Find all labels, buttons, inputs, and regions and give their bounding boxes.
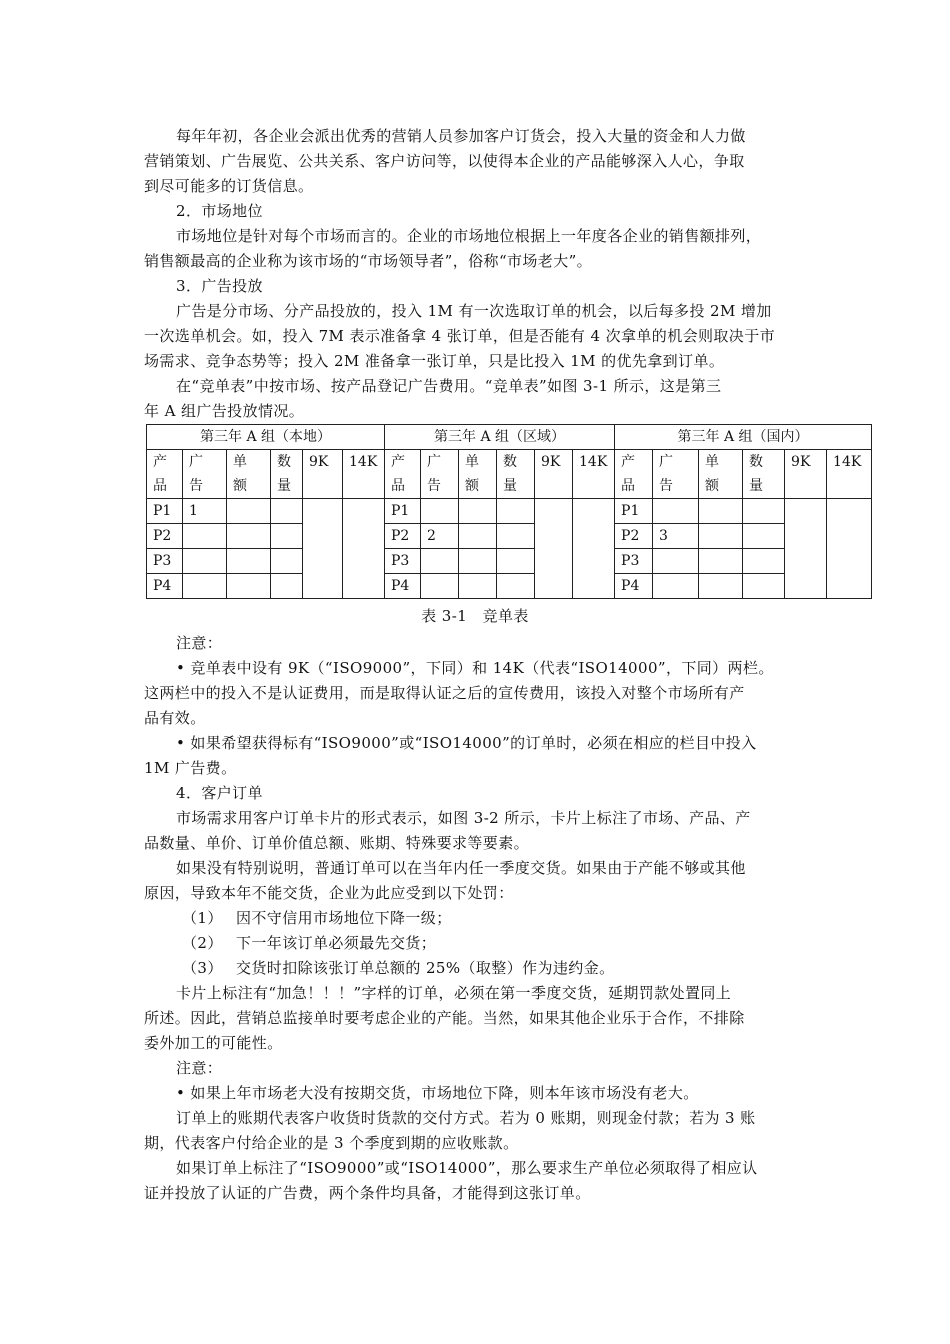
product-cell: P1 — [147, 499, 183, 524]
notes-section — [144, 631, 816, 1206]
iso9k-cell — [785, 499, 827, 599]
column-header-text: 量 — [503, 478, 518, 494]
paragraph-line: 到尽可能多的订货信息。 — [144, 177, 314, 195]
iso14k-cell — [573, 499, 615, 599]
empty-cell — [271, 549, 303, 574]
product-cell: P2 — [615, 524, 653, 549]
group-header-regional: 第三年 A 组（区域） — [385, 425, 615, 450]
ad-cell — [421, 574, 459, 599]
empty-cell — [271, 499, 303, 524]
product-cell: P2 — [147, 524, 183, 549]
empty-cell — [271, 574, 303, 599]
column-header-cell — [459, 450, 497, 499]
product-cell: P3 — [147, 549, 183, 574]
column-header-cell — [743, 450, 785, 499]
penalty-text: 交货时扣除该张订单总额的 25%（取整）作为违约金。 — [236, 959, 615, 977]
column-header-cell — [227, 450, 271, 499]
penalty-number: （1） — [182, 909, 223, 927]
iso9k-cell — [303, 499, 343, 599]
section-heading: 4．客户订单 — [176, 784, 263, 802]
paragraph-line: 年 A 组广告投放情况。 — [144, 402, 305, 420]
group-header-domestic: 第三年 A 组（国内） — [615, 425, 872, 450]
column-header-text: 14K — [833, 454, 862, 470]
penalty-text: 因不守信用市场地位下降一级； — [236, 909, 452, 927]
empty-cell — [743, 549, 785, 574]
column-header-cell — [147, 450, 183, 499]
product-cell: P3 — [385, 549, 421, 574]
column-header-text: 单 — [705, 454, 720, 470]
bullet-line: • 如果希望获得标有“ISO9000”或“ISO14000”的订单时，必须在相应的栏目中投入 — [176, 734, 757, 752]
empty-cell — [459, 574, 497, 599]
table-row — [147, 524, 872, 549]
ad-cell: 1 — [183, 499, 227, 524]
product-cell: P2 — [385, 524, 421, 549]
paragraph-line: 市场地位是针对每个市场而言的。企业的市场地位根据上一年度各企业的销售额排列， — [176, 227, 762, 245]
ad-cell — [421, 499, 459, 524]
paragraph-line: 原因，导致本年不能交货，企业为此应受到以下处罚： — [144, 884, 514, 902]
column-header-text: 量 — [277, 478, 291, 494]
ad-cell — [421, 549, 459, 574]
bullet-line: • 竞单表中设有 9K（“ISO9000”，下同）和 14K（代表“ISO14000”，下同）两栏。 — [176, 659, 774, 677]
column-header-row — [147, 450, 872, 499]
ad-cell — [653, 499, 699, 524]
column-header-text: 14K — [349, 454, 378, 470]
penalty-item — [144, 956, 816, 981]
column-header-cell — [421, 450, 459, 499]
paragraph-line: 如果没有特别说明，普通订单可以在当年内任一季度交货。如果由于产能不够或其他 — [176, 859, 746, 877]
table-row — [147, 549, 872, 574]
empty-cell — [743, 499, 785, 524]
ad-cell — [183, 524, 227, 549]
paragraph-line: 委外加工的可能性。 — [144, 1034, 283, 1052]
product-cell: P1 — [615, 499, 653, 524]
column-header-text: 9K — [309, 454, 329, 470]
product-cell: P3 — [615, 549, 653, 574]
paragraph-line: 场需求、竞争态势等；投入 2M 准备拿一张订单，只是比投入 1M 的优先拿到订单。 — [144, 352, 725, 370]
column-header-text: 数 — [503, 454, 518, 470]
table-row — [147, 499, 872, 524]
ad-cell — [183, 574, 227, 599]
column-header-text: 产 — [153, 454, 167, 470]
ad-cell: 2 — [421, 524, 459, 549]
ad-cell: 3 — [653, 524, 699, 549]
bullet-line: 这两栏中的投入不是认证费用，而是取得认证之后的宣传费用，该投入对整个市场所有产 — [144, 684, 745, 702]
paragraph-line: 证并投放了认证的广告费，两个条件均具备，才能得到这张订单。 — [144, 1184, 591, 1202]
empty-cell — [459, 524, 497, 549]
column-header-text: 品 — [621, 478, 636, 494]
group-header-row — [147, 425, 872, 450]
column-header-text: 告 — [659, 478, 674, 494]
empty-cell — [271, 524, 303, 549]
column-header-cell — [183, 450, 227, 499]
empty-cell — [497, 549, 535, 574]
empty-cell — [227, 524, 271, 549]
ad-cell — [653, 549, 699, 574]
penalty-number: （2） — [182, 934, 223, 952]
column-header-cell — [827, 450, 872, 499]
column-header-text: 额 — [705, 478, 720, 494]
penalty-item — [144, 906, 816, 931]
column-header-text: 产 — [621, 454, 636, 470]
note-label: 注意： — [176, 634, 223, 652]
paragraph-line: 广告是分市场、分产品投放的，投入 1M 有一次选取订单的机会，以后每多投 2M 增加 — [176, 302, 772, 320]
bullet-line: 品有效。 — [144, 709, 206, 727]
empty-cell — [699, 499, 743, 524]
paragraph-line: 订单上的账期代表客户收货时货款的交付方式。若为 0 账期，则现金付款；若为 3 账 — [176, 1109, 756, 1127]
column-header-cell — [343, 450, 385, 499]
section-heading: 3．广告投放 — [176, 277, 263, 295]
penalty-text: 下一年该订单必须最先交货； — [236, 934, 437, 952]
paragraph-line: 销售额最高的企业称为该市场的“市场领导者”，俗称“市场老大”。 — [144, 252, 593, 270]
column-header-cell — [615, 450, 653, 499]
column-header-text: 量 — [749, 478, 764, 494]
paragraph-line: 品数量、单价、订单价值总额、账期、特殊要求等要素。 — [144, 834, 530, 852]
paragraph-line: 每年年初，各企业会派出优秀的营销人员参加客户订货会，投入大量的资金和人力做 — [176, 127, 746, 145]
paragraph-line: 卡片上标注有“加急！！！”字样的订单，必须在第一季度交货，延期罚款处置同上 — [176, 984, 732, 1002]
column-header-text: 14K — [579, 454, 608, 470]
column-header-text: 9K — [791, 454, 811, 470]
paragraph-line: 营销策划、广告展览、公共关系、客户访问等，以使得本企业的产品能够深入人心，争取 — [144, 152, 745, 170]
column-header-cell — [271, 450, 303, 499]
section-heading: 2．市场地位 — [176, 202, 263, 220]
empty-cell — [459, 499, 497, 524]
ad-cell — [183, 549, 227, 574]
column-header-text: 9K — [541, 454, 561, 470]
column-header-cell — [535, 450, 573, 499]
column-header-cell — [699, 450, 743, 499]
product-cell: P1 — [385, 499, 421, 524]
table-row — [147, 574, 872, 599]
empty-cell — [743, 524, 785, 549]
empty-cell — [227, 549, 271, 574]
column-header-cell — [785, 450, 827, 499]
empty-cell — [497, 499, 535, 524]
group-header-local: 第三年 A 组（本地） — [147, 425, 385, 450]
product-cell: P4 — [385, 574, 421, 599]
paragraph-line: 期，代表客户付给企业的是 3 个季度到期的应收账款。 — [144, 1134, 519, 1152]
empty-cell — [497, 524, 535, 549]
penalty-item — [144, 931, 816, 956]
column-header-text: 品 — [391, 478, 406, 494]
column-header-cell — [653, 450, 699, 499]
column-header-text: 单 — [465, 454, 480, 470]
empty-cell — [227, 574, 271, 599]
empty-cell — [699, 574, 743, 599]
column-header-cell — [497, 450, 535, 499]
column-header-cell — [303, 450, 343, 499]
column-header-text: 品 — [153, 478, 167, 494]
penalty-number: （3） — [182, 959, 223, 977]
paragraph-line: 所述。因此，营销总监接单时要考虑企业的产能。当然，如果其他企业乐于合作，不排除 — [144, 1009, 745, 1027]
column-header-text: 数 — [749, 454, 764, 470]
empty-cell — [227, 499, 271, 524]
iso9k-cell — [535, 499, 573, 599]
column-header-text: 额 — [465, 478, 480, 494]
column-header-text: 广 — [427, 454, 442, 470]
empty-cell — [743, 574, 785, 599]
empty-cell — [497, 574, 535, 599]
iso14k-cell — [343, 499, 385, 599]
column-header-cell — [385, 450, 421, 499]
ad-cell — [653, 574, 699, 599]
bullet-line: 1M 广告费。 — [144, 759, 237, 777]
column-header-text: 告 — [189, 478, 203, 494]
column-header-text: 额 — [233, 478, 247, 494]
column-header-text: 告 — [427, 478, 442, 494]
iso14k-cell — [827, 499, 872, 599]
empty-cell — [459, 549, 497, 574]
bid-table — [146, 424, 872, 599]
paragraph-line: 如果订单上标注了“ISO9000”或“ISO14000”，那么要求生产单位必须取得了相应认 — [176, 1159, 758, 1177]
column-header-text: 数 — [277, 454, 291, 470]
paragraph-line: 在“竞单表”中按市场、按产品登记广告费用。“竞单表”如图 3-1 所示，这是第三 — [176, 377, 722, 395]
column-header-text: 广 — [189, 454, 203, 470]
column-header-text: 产 — [391, 454, 406, 470]
product-cell: P4 — [147, 574, 183, 599]
paragraph-line: 市场需求用客户订单卡片的形式表示，如图 3-2 所示，卡片上标注了市场、产品、产 — [176, 809, 751, 827]
intro-section — [144, 124, 816, 424]
table-caption: 表 3-1 竞单表 — [421, 607, 529, 625]
paragraph-line: 一次选单机会。如，投入 7M 表示准备拿 4 张订单，但是否能有 4 次拿单的机会则取决于市 — [144, 327, 776, 345]
column-header-cell — [573, 450, 615, 499]
product-cell: P4 — [615, 574, 653, 599]
column-header-text: 广 — [659, 454, 674, 470]
empty-cell — [699, 524, 743, 549]
bullet-line: • 如果上年市场老大没有按期交货，市场地位下降，则本年该市场没有老大。 — [176, 1084, 699, 1102]
column-header-text: 单 — [233, 454, 247, 470]
empty-cell — [699, 549, 743, 574]
note-label: 注意： — [176, 1059, 223, 1077]
